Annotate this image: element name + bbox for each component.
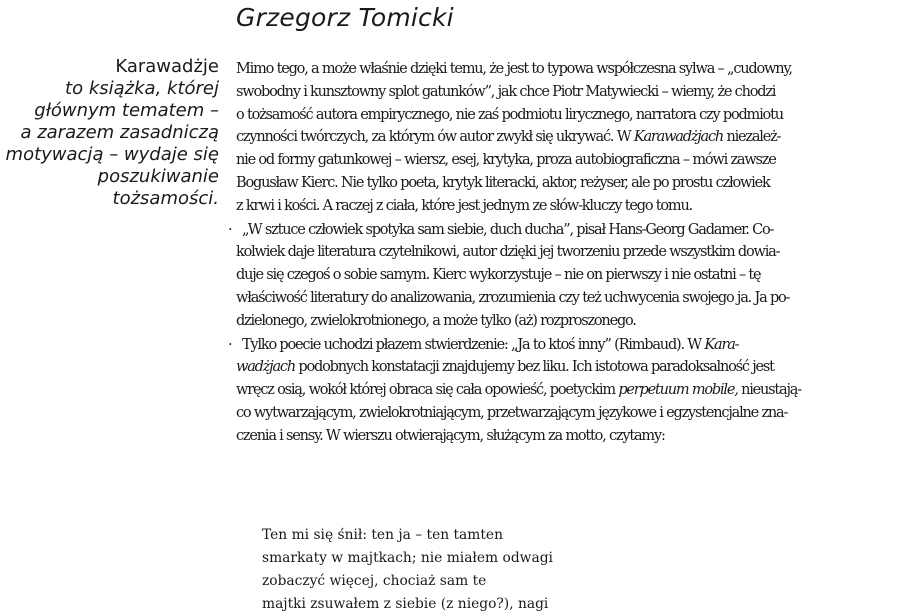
text-line [236,379,900,402]
verse-quote [262,524,553,616]
text-line: właściwość literatury do analizowania, zrozumienia czy też uchwycenia swojego ja. Ja po- [236,289,790,306]
text-run: czynności twórczych, za którym ów autor zwykł się ukrywać. W [236,129,634,146]
paragraph-3 [228,334,900,448]
pull-quote-line: to książka, której [65,78,219,99]
text-line: duje się czegoś o sobie samym. Kierc wykorzystuje – nie on pierwszy i nie ostatni – tę [236,267,761,284]
text-line [228,219,900,242]
text-line: nie od formy gatunkowej – wiersz, esej, krytyka, proza autobiograficzna – mówi zawsze [236,152,776,169]
text-line: kolwiek daje literatura czytelnikowi, autor dzięki jej tworzeniu przede wszystkim dowia- [236,244,780,261]
text-line: czenia i sensy. W wierszu otwierającym, służącym za motto, czytamy: [236,427,665,444]
text-line: swobodny i kunsztowny splot gatunków”, jak chce Piotr Matywiecki – wiemy, że chodzi [236,83,776,100]
paragraph-marker: · [228,336,232,353]
paragraph-marker: · [228,221,232,238]
verse-line: smarkaty w majtkach; nie miałem odwagi [262,550,553,566]
text-run: niezależ- [723,129,781,146]
paragraph-2 [228,219,900,333]
text-line: Bogusław Kierc. Nie tylko poeta, krytyk literacki, aktor, reżyser, ale po prostu człowiek [236,174,770,191]
latin-phrase: perpetuum mobile, [618,382,738,399]
article-body [228,58,900,448]
pull-quote-line: poszukiwanie [97,166,219,187]
verse-line: zobaczyć więcej, chociaż sam te [262,573,487,589]
text-line: Mimo tego, a może właśnie dzięki temu, że jest to typowa współczesna sylwa – „cudowny, [236,61,792,77]
author-name: Grzegorz Tomicki [236,3,454,32]
pull-quote-line: motywacją – wydaje się [5,144,219,165]
verse-line: Ten mi się śnił: ten ja – ten tamten [262,527,503,543]
pull-quote-line: a zarazem zasadniczą [20,122,219,143]
text-line: co wytwarzającym, zwielokrotniającym, przetwarzającym językowe i egzystencjalne zna- [236,404,788,421]
text-run: „W sztuce człowiek spotyka sam siebie, duch ducha”, pisał Hans-Georg Gadamer. Co- [242,221,774,238]
text-line: z krwi i kości. A raczej z ciała, które jest jednym ze słów-kluczy tego tomu. [236,197,693,214]
text-run: wręcz osią, wokół której obraca się cała opowieść, poetyckim [236,382,619,399]
text-run: podobnych konstatacji znajdujemy bez liku. Ich istotowa paradoksalność jest [294,359,774,376]
text-line [236,356,900,379]
text-line: dzielonego, zwielokrotnionego, a może tylko (aż) rozproszonego. [236,312,636,329]
pull-quote-line: tożsamości. [112,188,219,209]
verse-line: majtki zsuwałem z siebie (z niego?), nagi [262,596,549,612]
text-line: o tożsamość autora empirycznego, nie zaś podmiotu lirycznego, narratora czy podmiotu [236,106,783,123]
pull-quote [0,56,219,210]
pull-quote-line: Karawadżje [115,56,219,77]
book-title: Kara- [704,336,739,353]
pull-quote-line: głównym tematem – [34,100,219,121]
text-run: nieustają- [737,382,801,399]
book-title: wadżjach [236,359,295,376]
text-run: Tylko poecie uchodzi płazem stwierdzenie: „Ja to ktoś inny” (Rimbaud). W [242,336,705,353]
text-line [236,126,900,149]
paragraph-1 [236,58,900,218]
text-line [228,334,900,357]
book-title: Karawadżjach [633,129,724,146]
